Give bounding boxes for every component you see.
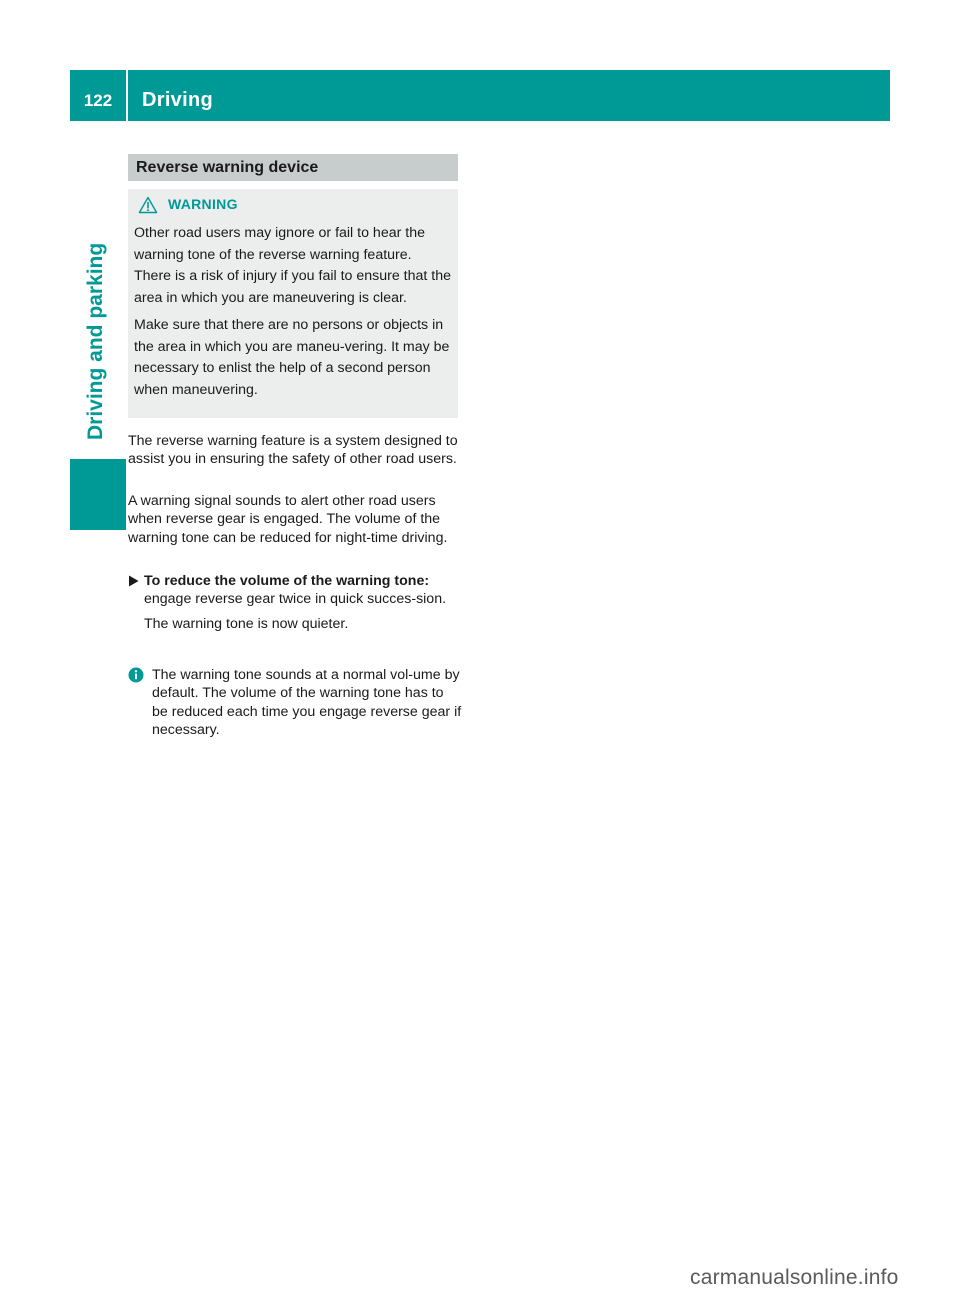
section-heading: Reverse warning device — [128, 154, 458, 181]
page-header — [70, 70, 890, 121]
body-paragraph: The reverse warning feature is a system designed to assist you in ensuring the safety of other road users. — [128, 433, 458, 468]
instruction-step — [128, 572, 462, 633]
instruction-head — [128, 572, 462, 590]
warning-title: WARNING — [168, 196, 238, 213]
header-divider — [126, 70, 128, 121]
info-note — [128, 666, 462, 740]
warning-title-row — [134, 193, 452, 217]
warning-box — [128, 189, 458, 418]
chapter-title: Driving — [142, 89, 213, 111]
warning-paragraph: Make sure that there are no persons or objects in the area in which you are maneu-vering. It may be necessary to enlist the help of a second person when maneuvering. — [134, 317, 450, 398]
side-tab-marker — [70, 459, 126, 530]
instruction-label: To reduce the volume of the warning tone: — [144, 573, 430, 589]
instruction-text: engage reverse gear twice in quick succes-sion. — [144, 591, 447, 608]
body-paragraph: A warning signal sounds to alert other road users when reverse gear is engaged. The volume of the warning tone can be reduced for night-time driving. — [128, 493, 448, 546]
instruction-result: The warning tone is now quieter. — [144, 615, 349, 632]
watermark: carmanualsonline.info — [690, 1266, 899, 1289]
note-text: The warning tone sounds at a normal vol-ume by default. The volume of the warning tone has to be reduced each time you engage reverse gear if necessary. — [152, 667, 462, 739]
side-tab-label: Driving and parking — [84, 242, 107, 440]
arrow-right-icon — [128, 575, 139, 587]
note-content — [128, 666, 462, 740]
warning-triangle-icon — [138, 196, 158, 214]
warning-paragraph: Other road users may ignore or fail to hear the warning tone of the reverse warning feature. There is a risk of injury if you fail to ensure that the area in which you are maneuvering is clear. — [134, 225, 452, 306]
page-number: 122 — [83, 91, 113, 110]
info-icon — [128, 667, 144, 683]
